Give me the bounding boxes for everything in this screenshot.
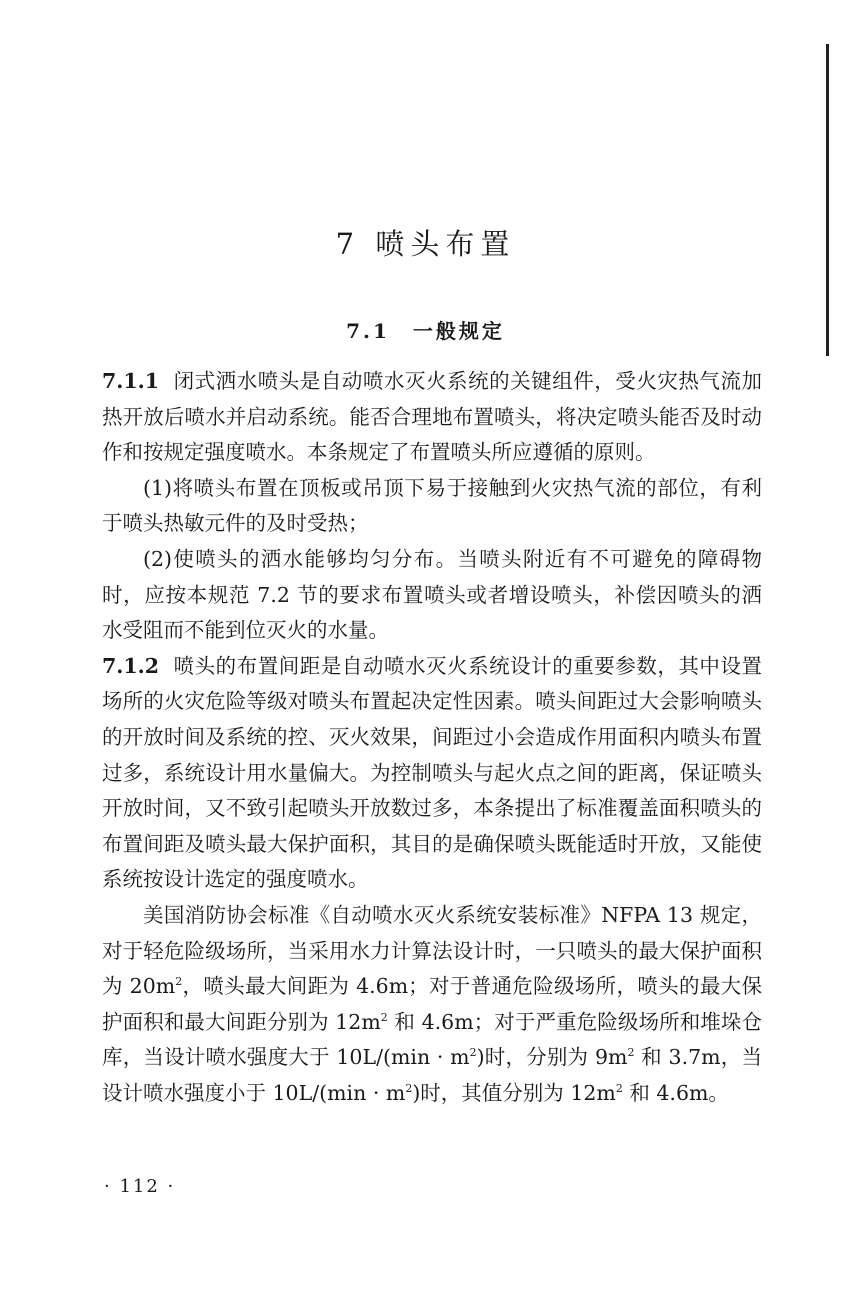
- clause-number: 7.1.1: [102, 369, 160, 393]
- list-item-2: (2)使喷头的洒水能够均匀分布。当喷头附近有不可避免的障碍物时，应按本规范 7.2 节的要求布置喷头或者增设喷头，补偿因喷头的洒水受阻而不能到位灭火的水量。: [102, 546, 762, 643]
- page-number: · 112 ·: [104, 1176, 176, 1197]
- text-run: 和 4.6m。: [622, 1080, 729, 1105]
- superscript: 2: [380, 1010, 388, 1024]
- superscript: 2: [175, 975, 183, 989]
- superscript: 2: [469, 1046, 477, 1060]
- superscript: 2: [627, 1046, 635, 1060]
- text-run: )时，分别为 9m: [476, 1045, 628, 1070]
- text-run: )时，其值分别为 12m: [412, 1080, 616, 1105]
- text-run: 和 4.6m；对于严重危险级场所和堆垛仓库，当设计喷水强度大于 10L/(min · m: [102, 1009, 762, 1070]
- list-item-1: (1)将喷头布置在顶板或吊顶下易于接触到火灾热气流的部位，有利于喷头热敏元件的及时受热；: [102, 475, 762, 536]
- clause-7-1-1: [102, 364, 762, 471]
- body-text: [102, 364, 762, 1111]
- section-title: 7.1 一般规定: [346, 319, 505, 343]
- clause-number: 7.1.2: [102, 653, 160, 678]
- text-run: 和 3.7m，当设计喷水强度小于 10L/(min · m: [102, 1045, 762, 1105]
- clause-text: 闭式洒水喷头是自动喷水灭火系统的关键组件，受火灾热气流加热开放后喷水并启动系统。能否合理地布置喷头，将决定喷头能否及时动作和按规定强度喷水。本条规定了布置喷头所应遵循的原则。: [102, 369, 762, 465]
- superscript: 2: [405, 1081, 413, 1095]
- clause-7-1-2: [102, 649, 762, 898]
- clause-text: 喷头的布置间距是自动喷水灭火系统设计的重要参数，其中设置场所的火灾危险等级对喷头布置起决定性因素。喷头间距过大会影响喷头的开放时间及系统的控、灭火效果，间距过小会造成作用面积内喷头布置过多，系统设计用水量偏大。为控制喷头与起火点之间的距离，保证喷头开放时间，又不致引起喷头开放数过多，本条提出了标准覆盖面积喷头的布置间距及喷头最大保护面积，其目的是确保喷头既能适时开放，又能使系统按设计选定的强度喷水。: [102, 653, 762, 892]
- page-edge-line: [826, 44, 829, 356]
- text-run: ，喷头最大间距为 4.6m；对于普通危险级场所，喷头的最大保护面积和最大间距分别为 12m: [102, 974, 762, 1034]
- text-run: 美国消防协会标准《自动喷水灭火系统安装标准》NFPA 13 规定，对于轻危险级场所，当采用水力计算法设计时，一只喷头的最大保护面积为 20m: [102, 902, 762, 999]
- nfpa-paragraph: [102, 898, 762, 1112]
- superscript: 2: [615, 1081, 623, 1095]
- chapter-title: 7 喷头布置: [335, 227, 516, 261]
